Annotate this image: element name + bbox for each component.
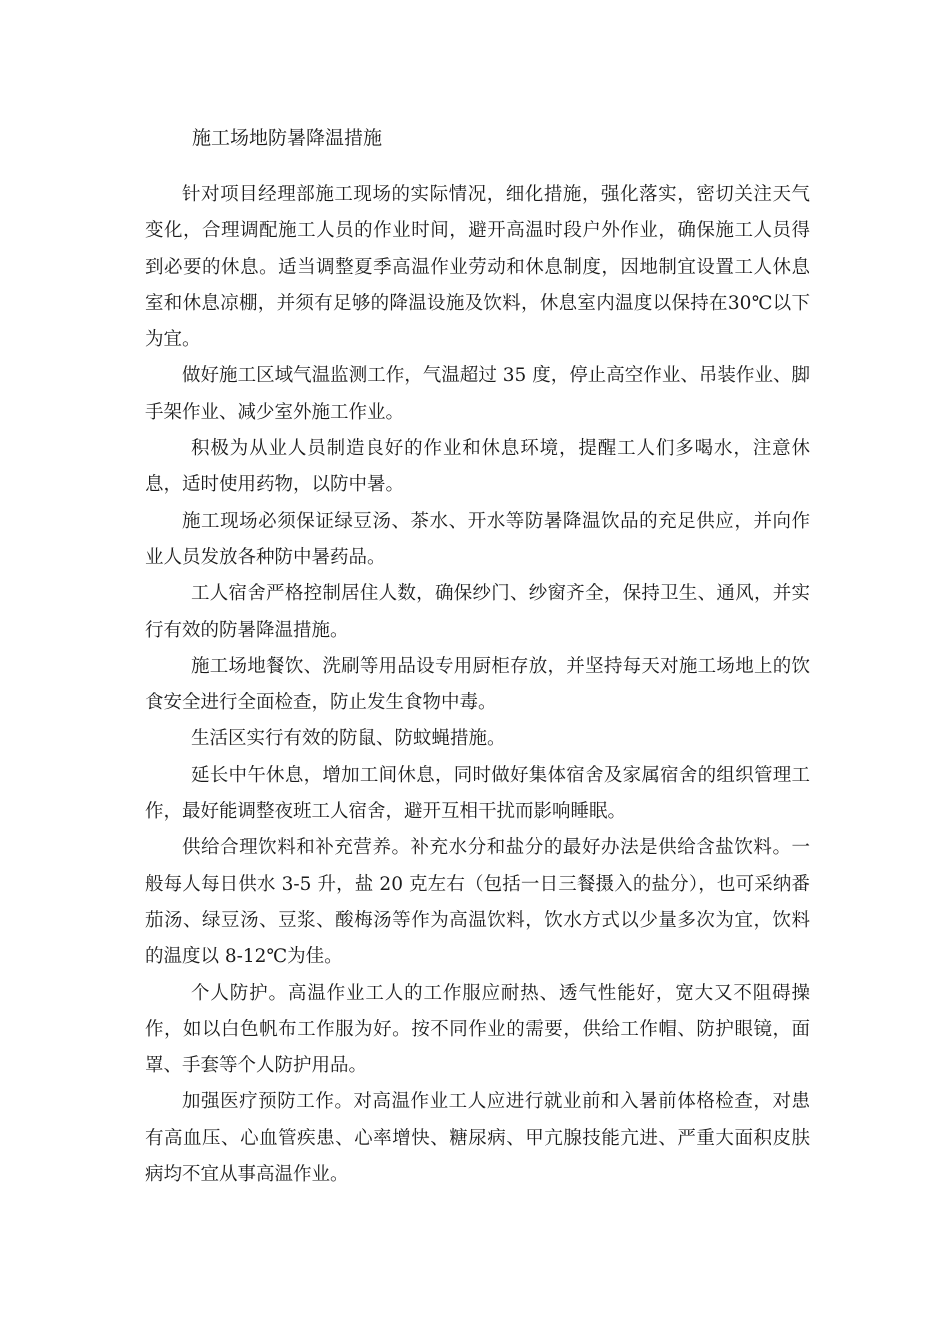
paragraph-personal-protection: 个人防护。高温作业工人的工作服应耐热、透气性能好，宽大又不阻碍操作，如以白色帆布工作服为好。按不同作业的需要，供给工作帽、防护眼镜，面罩、手套等个人防护用品。 [145, 982, 810, 1077]
paragraph-nutrition: 供给合理饮料和补充营养。补充水分和盐分的最好办法是供给含盐饮料。一般每人每日供水 3-5 升，盐 20 克左右（包括一日三餐摄入的盐分），也可采纳番茄汤、绿豆汤、豆浆、酸梅汤等作为高温饮料，饮水方式以少量多次为宜，饮料的温度以 8-12℃为佳。 [145, 837, 810, 968]
paragraph-rest-schedule: 延长中午休息，增加工间休息，同时做好集体宿舍及家属宿舍的组织管理工作，最好能调整夜班工人宿舍，避开互相干扰而影响睡眠。 [145, 764, 810, 823]
document-body [145, 177, 810, 1193]
paragraph-cooling-drinks: 施工现场必须保证绿豆汤、茶水、开水等防暑降温饮品的充足供应，并向作业人员发放各种防中暑药品。 [145, 510, 810, 568]
paragraph-rest-environment: 积极为从业人员制造良好的作业和休息环境，提醒工人们多喝水，注意休息，适时使用药物，以防中暑。 [145, 438, 810, 496]
paragraph-overview: 针对项目经理部施工现场的实际情况，细化措施，强化落实，密切关注天气变化，合理调配施工人员的作业时间，避开高温时段户外作业，确保施工人员得到必要的休息。适当调整夏季高温作业劳动和休息制度，因地制宜设置工人休息室和休息凉棚，并须有足够的降温设施及饮料，休息室内温度以保持在30℃以下为宜。 [145, 184, 810, 351]
paragraph-medical-prevention: 加强医疗预防工作。对高温作业工人应进行就业前和入暑前体格检查，对患有高血压、心血管疾患、心率增快、糖尿病、甲亢腺技能亢进、严重大面积皮肤病均不宜从事高温作业。 [145, 1091, 810, 1186]
document-title: 施工场地防暑降温措施 [192, 127, 383, 149]
paragraph-food-safety: 施工场地餐饮、洗刷等用品设专用厨柜存放，并坚持每天对施工场地上的饮食安全进行全面检查，防止发生食物中毒。 [145, 655, 810, 714]
paragraph-pest-control: 生活区实行有效的防鼠、防蚊蝇措施。 [191, 728, 506, 750]
paragraph-dormitory: 工人宿舍严格控制居住人数，确保纱门、纱窗齐全，保持卫生、通风，并实行有效的防暑降温措施。 [145, 583, 810, 641]
paragraph-temperature-monitoring: 做好施工区域气温监测工作，气温超过 35 度，停止高空作业、吊装作业、脚手架作业、减少室外施工作业。 [145, 365, 810, 423]
